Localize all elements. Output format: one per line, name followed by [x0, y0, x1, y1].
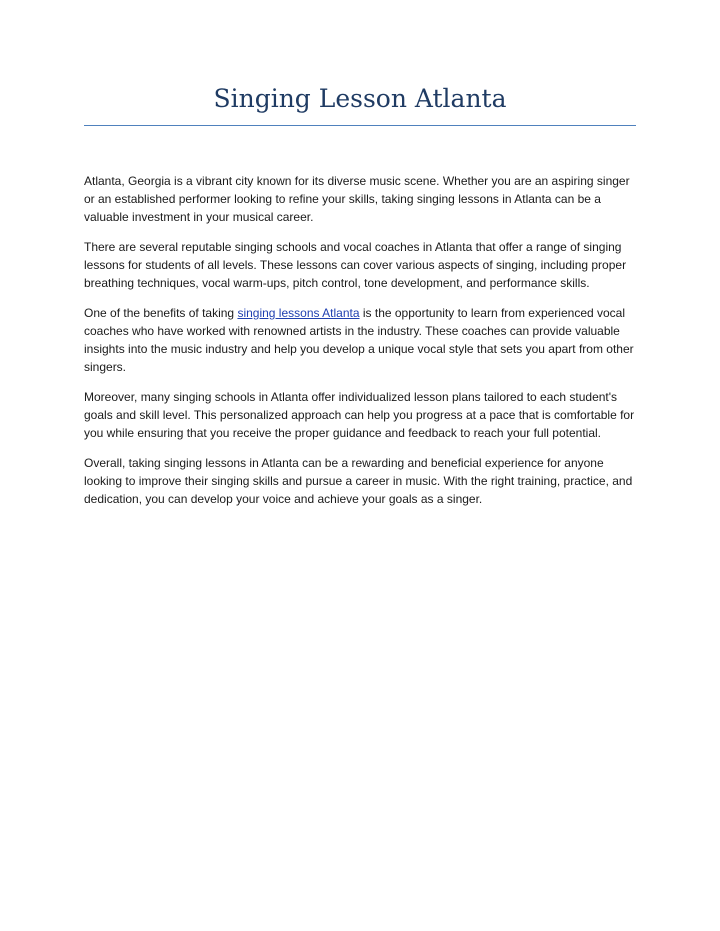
title-underline-rule	[84, 125, 636, 126]
paragraph-benefits	[84, 304, 636, 376]
paragraph-intro: Atlanta, Georgia is a vibrant city known for its diverse music scene. Whether you are an aspiring singer or an established performer looking to refine your skills, taking singing lessons in Atlanta can be a valuable investment in your musical career.	[84, 174, 630, 224]
page-title: Singing Lesson Atlanta	[213, 84, 507, 113]
paragraph-benefits-lead: One of the benefits of taking	[84, 306, 238, 320]
paragraph-conclusion: Overall, taking singing lessons in Atlanta can be a rewarding and beneficial experience for anyone looking to improve their singing skills and pursue a career in music. With the right training, practice, and dedication, you can develop your voice and achieve your goals as a singer.	[84, 456, 633, 506]
singing-lessons-atlanta-link[interactable]: singing lessons Atlanta	[237, 306, 360, 320]
paragraph-benefits-rest: is the opportunity to learn from experienced vocal coaches who have worked with renowned artists in the industry. These coaches can provide valuable insights into the music industry and help you develop a unique vocal style that sets you apart from other singers.	[84, 306, 634, 374]
document-body	[84, 172, 636, 520]
paragraph-individualized: Moreover, many singing schools in Atlanta offer individualized lesson plans tailored to each student's goals and skill level. This personalized approach can help you progress at a pace that is comfortable for you while ensuring that you receive the proper guidance and feedback to reach your full potential.	[84, 390, 635, 440]
paragraph-schools: There are several reputable singing schools and vocal coaches in Atlanta that offer a range of singing lessons for students of all levels. These lessons can cover various aspects of singing, including proper breathing techniques, vocal warm-ups, pitch control, tone development, and performance skills.	[84, 240, 627, 290]
